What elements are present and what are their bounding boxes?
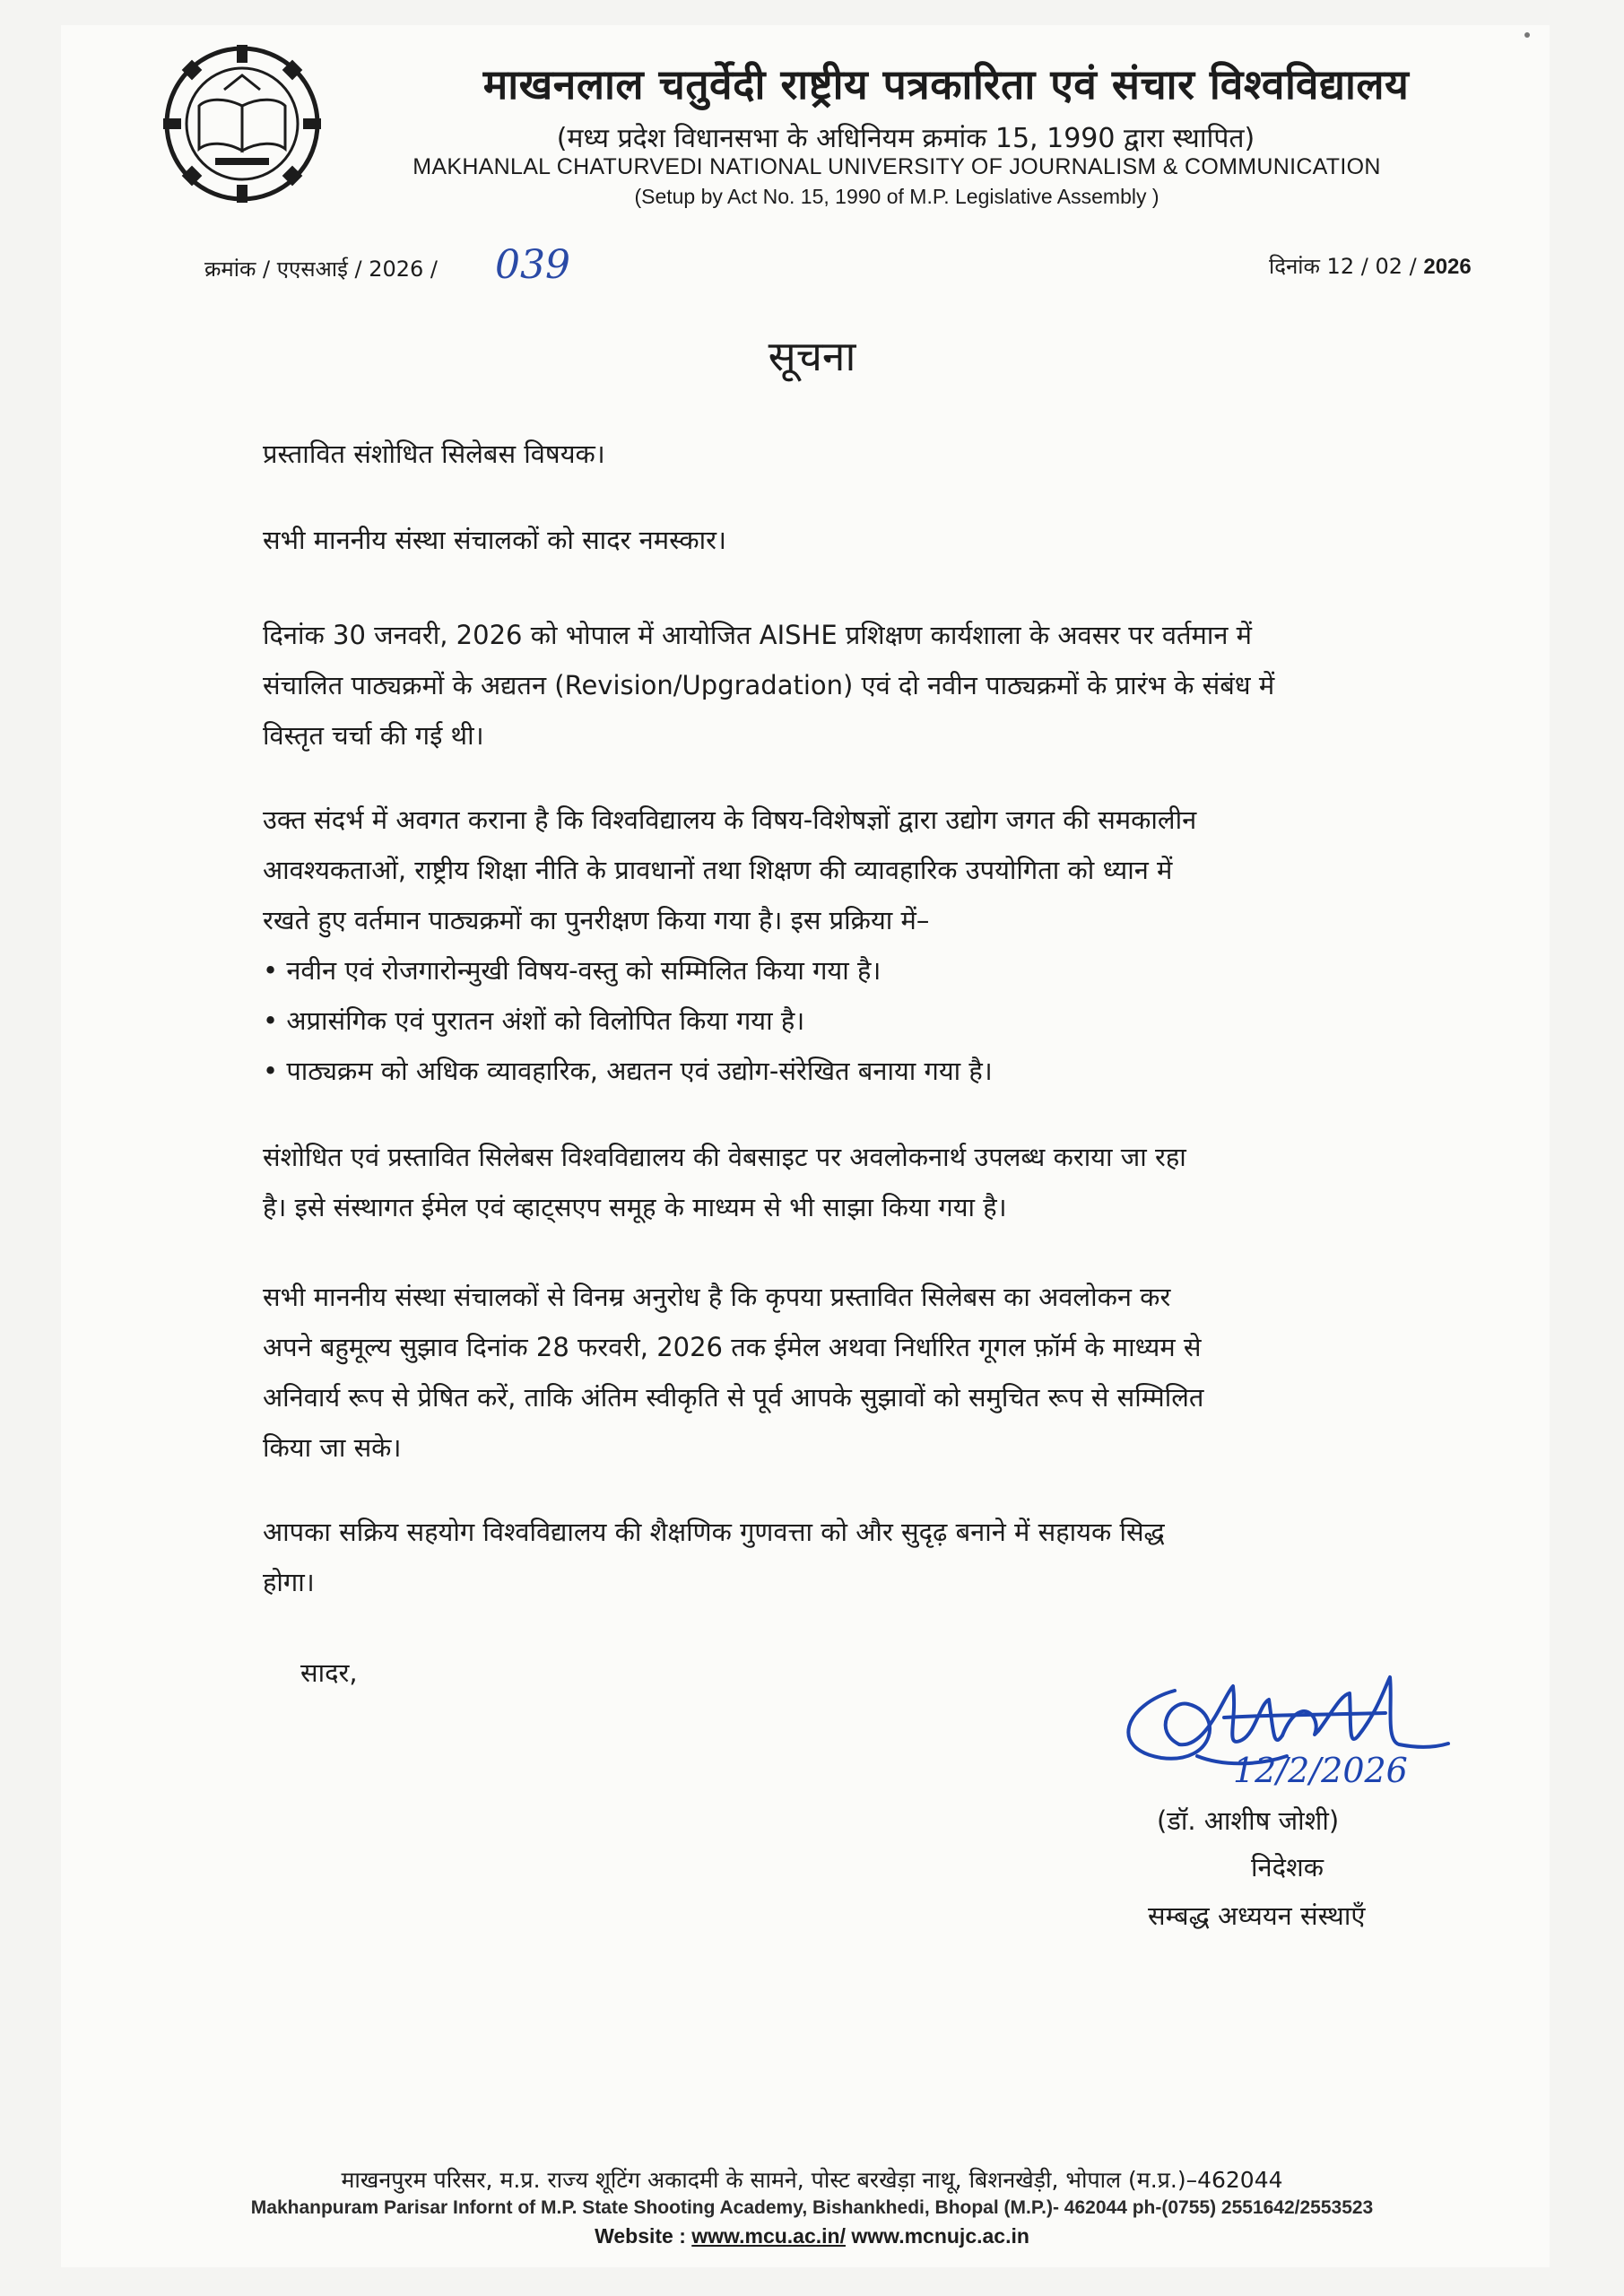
- paragraph-1: [263, 610, 1455, 761]
- paragraph-4-line: अनिवार्य रूप से प्रेषित करें, ताकि अंतिम स्वीकृति से पूर्व आपके सुझावों को समुचित रूप से सम्मिलित: [263, 1382, 1204, 1413]
- signer-designation: निदेशक: [1251, 1852, 1324, 1883]
- paragraph-3: [263, 1132, 1455, 1232]
- bullet-item: • अप्रासंगिक एवं पुरातन अंशों को विलोपित किया गया है।: [263, 1005, 805, 1036]
- paragraph-3-line: है। इसे संस्थागत ईमेल एवं व्हाट्सएप समूह के माध्यम से भी साझा किया गया है।: [263, 1192, 1007, 1222]
- date-label: दिनांक 12 / 02 /: [1269, 254, 1417, 279]
- act-hindi: (मध्य प्रदेश विधानसभा के अधिनियम क्रमांक 15, 1990 द्वारा स्थापित): [556, 123, 1255, 154]
- university-name-english: MAKHANLAL CHATURVEDI NATIONAL UNIVERSITY OF JOURNALISM & COMMUNICATION: [413, 154, 1381, 179]
- bullet-item: • नवीन एवं रोजगारोन्मुखी विषय-वस्तु को सम्मिलित किया गया है।: [263, 955, 881, 986]
- paragraph-2: [263, 795, 1455, 1096]
- date-year: 2026: [1423, 255, 1472, 279]
- closing: सादर,: [300, 1657, 358, 1688]
- paragraph-4-line: किया जा सके।: [263, 1432, 402, 1463]
- bullet-item: • पाठ्यक्रम को अधिक व्यावहारिक, अद्यतन एवं उद्योग-संरेखित बनाया गया है।: [263, 1056, 993, 1086]
- signer-name: (डॉ. आशीष जोशी): [1157, 1805, 1340, 1836]
- paragraph-2-line: उक्त संदर्भ में अवगत कराना है कि विश्वविद्यालय के विषय-विशेषज्ञों द्वारा उद्योग जगत की समकालीन: [263, 804, 1197, 835]
- paragraph-1-line: संचालित पाठ्यक्रमों के अद्यतन (Revision/Upgradation) एवं दो नवीन पाठ्यक्रमों के प्रारंभ के संबंध में: [263, 670, 1275, 700]
- paragraph-2-line: रखते हुए वर्तमान पाठ्यक्रमों का पुनरीक्षण किया गया है। इस प्रक्रिया में–: [263, 905, 930, 935]
- paragraph-4-line: अपने बहुमूल्य सुझाव दिनांक 28 फरवरी, 2026 तक ईमेल अथवा निर्धारित गूगल फ़ॉर्म के माध्यम से: [263, 1332, 1202, 1362]
- paragraph-1-line: दिनांक 30 जनवरी, 2026 को भोपाल में आयोजित AISHE प्रशिक्षण कार्यशाला के अवसर पर वर्तमान में: [263, 620, 1253, 650]
- date: [1269, 251, 1472, 281]
- subject-line: प्रस्तावित संशोधित सिलेबस विषयक।: [263, 439, 605, 469]
- handwritten-date: 12/2/2026: [1233, 1751, 1408, 1790]
- reference-prefix: क्रमांक / एएसआई / 2026 /: [204, 257, 438, 282]
- reference-number: 039: [495, 242, 570, 288]
- greeting: सभी माननीय संस्था संचालकों को सादर नमस्कार।: [263, 525, 727, 555]
- paragraph-2-line: आवश्यकताओं, राष्ट्रीय शिक्षा नीति के प्रावधानों तथा शिक्षण की व्यावहारिक उपयोगिता को ध्यान में: [263, 855, 1173, 885]
- website-label: Website :: [595, 2224, 686, 2248]
- paragraph-5-line: होगा।: [263, 1567, 315, 1597]
- footer-website: [0, 2224, 1624, 2248]
- footer-address-hindi: माखनपुरम परिसर, म.प्र. राज्य शूटिंग अकादमी के सामने, पोस्ट बरखेड़ा नाथू, बिशनखेड़ी, भोपाल (म.प्र.)–462044: [341, 2167, 1283, 2193]
- footer-address-english: Makhanpuram Parisar Infornt of M.P. State Shooting Academy, Bishankhedi, Bhopal (M.P.)- 462044 ph-(0755) 2551642/2553523: [250, 2197, 1374, 2218]
- paragraph-4-line: सभी माननीय संस्था संचालकों से विनम्र अनुरोध है कि कृपया प्रस्तावित सिलेबस का अवलोकन कर: [263, 1282, 1171, 1312]
- scan-speck: [1524, 32, 1530, 38]
- notice-title: सूचना: [768, 332, 856, 380]
- act-english: (Setup by Act No. 15, 1990 of M.P. Legislative Assembly ): [634, 185, 1159, 208]
- university-name-hindi: माखनलाल चतुर्वेदी राष्ट्रीय पत्रकारिता एवं संचार विश्वविद्यालय: [482, 60, 1410, 109]
- signer-office: सम्बद्ध अध्ययन संस्थाएँ: [1148, 1900, 1366, 1931]
- paragraph-5-line: आपका सक्रिय सहयोग विश्वविद्यालय की शैक्षणिक गुणवत्ता को और सुदृढ़ बनाने में सहायक सिद्ध: [263, 1517, 1165, 1547]
- university-logo-icon: [161, 43, 323, 204]
- paragraph-3-line: संशोधित एवं प्रस्तावित सिलेबस विश्वविद्यालय की वेबसाइट पर अवलोकनार्थ उपलब्ध कराया जा रहा: [263, 1142, 1186, 1172]
- paragraph-1-line: विस्तृत चर्चा की गई थी।: [263, 720, 484, 751]
- paragraph-4: [263, 1272, 1455, 1473]
- paragraph-5: [263, 1507, 1455, 1607]
- website-link-mcnujc[interactable]: www.mcnujc.ac.in: [851, 2224, 1029, 2248]
- website-link-mcu[interactable]: www.mcu.ac.in/: [691, 2224, 846, 2248]
